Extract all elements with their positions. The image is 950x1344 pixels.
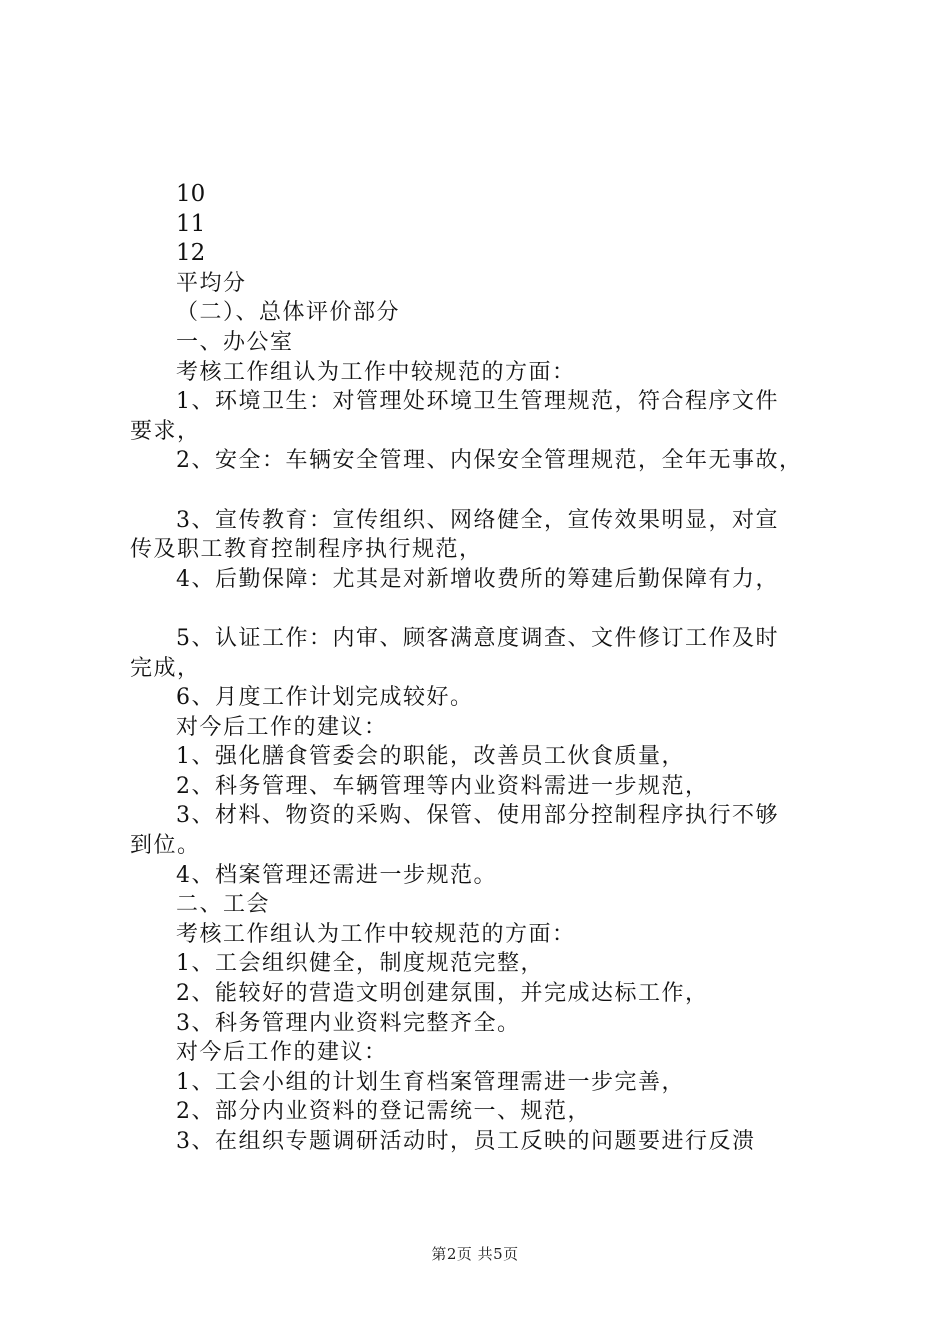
list-item: 3、科务管理内业资料完整齐全。 bbox=[176, 1010, 521, 1036]
list-item: 1、工会组织健全，制度规范完整， bbox=[176, 951, 544, 977]
table-row-number: 12 bbox=[176, 240, 206, 267]
section-heading: （二）、总体评价部分 bbox=[176, 300, 401, 326]
list-item: 1、环境卫生：对管理处环境卫生管理规范，符合程序文件 bbox=[176, 389, 779, 415]
paragraph-line: 考核工作组认为工作中较规范的方面： bbox=[176, 359, 576, 385]
list-item: 2、部分内业资料的登记需统一、规范， bbox=[176, 1099, 591, 1125]
list-item: 2、科务管理、车辆管理等内业资料需进一步规范， bbox=[176, 773, 709, 799]
list-item-continuation: 传及职工教育控制程序执行规范， bbox=[130, 537, 483, 563]
list-item: 6、月度工作计划完成较好。 bbox=[176, 685, 474, 711]
paragraph-line: 考核工作组认为工作中较规范的方面： bbox=[176, 921, 576, 947]
blank-line bbox=[130, 594, 835, 624]
list-item: 3、材料、物资的采购、保管、使用部分控制程序执行不够 bbox=[176, 803, 779, 829]
subsection-heading: 二、工会 bbox=[176, 892, 271, 918]
list-item: 4、后勤保障：尤其是对新增收费所的筹建后勤保障有力， bbox=[176, 566, 779, 592]
average-score-label: 平均分 bbox=[176, 270, 247, 296]
list-item: 5、认证工作：内审、顾客满意度调查、文件修订工作及时 bbox=[176, 625, 779, 651]
subsection-heading: 一、办公室 bbox=[176, 329, 294, 355]
list-item: 4、档案管理还需进一步规范。 bbox=[176, 862, 497, 888]
list-item: 3、在组织专题调研活动时，员工反映的问题要进行反溃 bbox=[176, 1129, 756, 1154]
list-item: 2、能较好的营造文明创建氛围，并完成达标工作， bbox=[176, 981, 709, 1007]
list-item: 2、安全：车辆安全管理、内保安全管理规范，全年无事故， bbox=[176, 448, 803, 474]
table-row-number: 11 bbox=[176, 210, 206, 237]
blank-line bbox=[130, 476, 835, 506]
paragraph-line: 对今后工作的建议： bbox=[176, 714, 388, 740]
list-item: 1、工会小组的计划生育档案管理需进一步完善， bbox=[176, 1069, 685, 1095]
page-number-footer: 第2页 共5页 bbox=[431, 1245, 519, 1263]
list-item-continuation: 完成， bbox=[130, 655, 201, 681]
table-row-number: 10 bbox=[176, 181, 206, 207]
list-item: 1、强化膳食管委会的职能，改善员工伙食质量， bbox=[176, 744, 685, 770]
list-item-continuation: 要求， bbox=[130, 418, 201, 444]
list-item: 3、宣传教育：宣传组织、网络健全，宣传效果明显，对宣 bbox=[176, 507, 779, 533]
list-item-continuation: 到位。 bbox=[130, 833, 201, 859]
document-body bbox=[130, 180, 835, 1157]
paragraph-line: 对今后工作的建议： bbox=[176, 1040, 388, 1066]
